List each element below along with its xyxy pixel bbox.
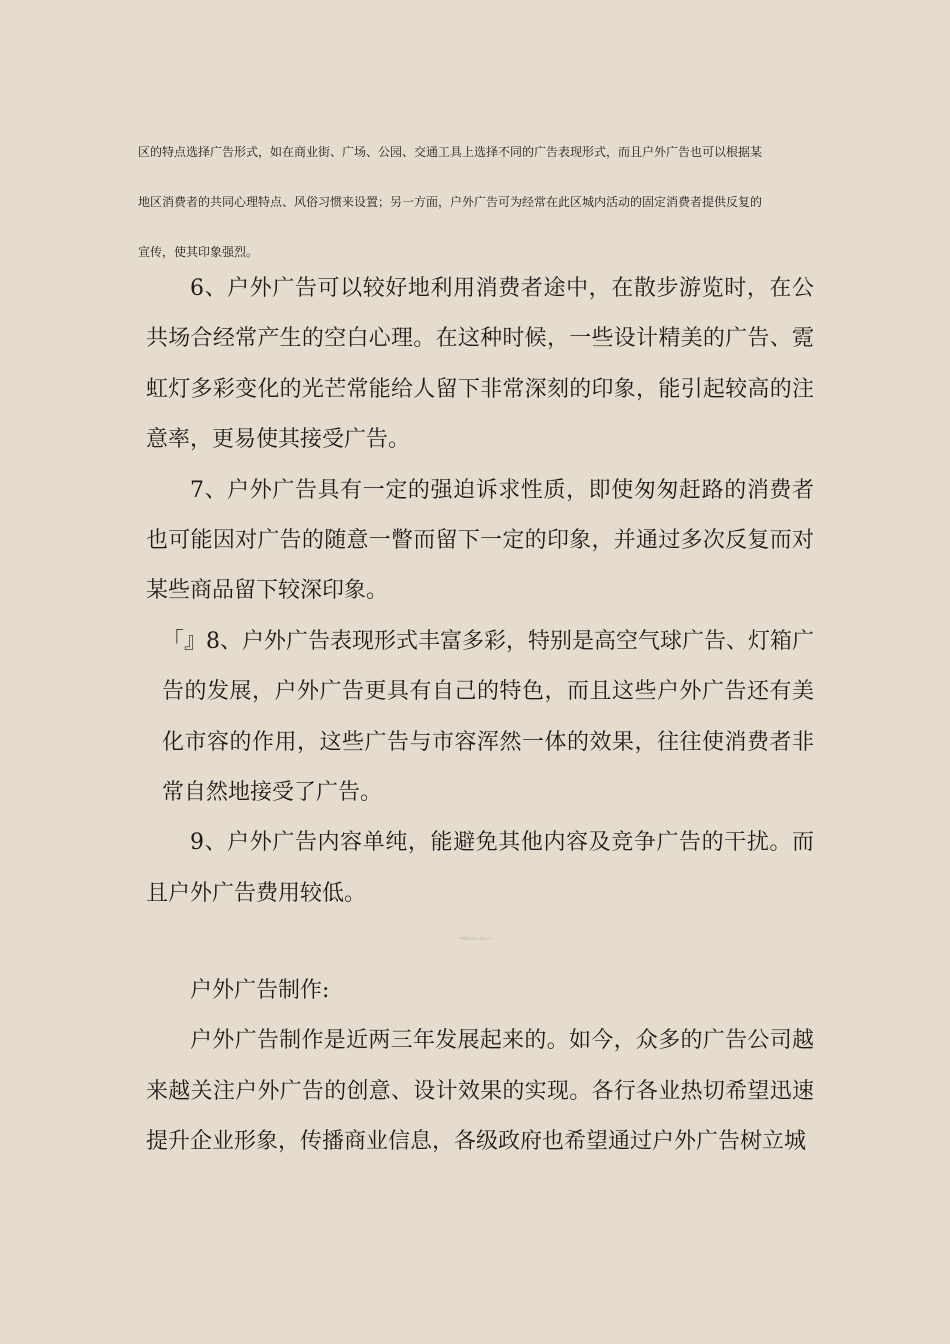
section-heading: 户外广告制作:	[190, 978, 330, 1003]
section-paragraph: 户外广告制作是近两三年发展起来的。如今，众多的广告公司越来越关注户外广告的创意、设计效果的实现。各行各业热切希望迅速提升企业形象，传播商业信息，各级政府也希望通过户外广告树立城	[146, 1028, 814, 1155]
body-text	[146, 264, 814, 919]
text-line: 宣传，使其印象强烈。	[138, 245, 259, 259]
production-section	[146, 966, 814, 1168]
paragraph-point-6: 6、户外广告可以较好地利用消费者途中，在散步游览时，在公共场合经常产生的空白心理。在这种时候，一些设计精美的广告、霓虹灯多彩变化的光芒常能给人留下非常深刻的印象，能引起较高的注意率，更易使其接受广告。	[146, 276, 814, 453]
text-line: 地区消费者的共同心理特点、风俗习惯来设置；另一方面，户外广告可为经常在此区城内活动的固定消费者提供反复的	[138, 195, 763, 209]
text-line: 区的特点选择广告形式，如在商业街、广场、公园、交通工具上选择不同的广告表现形式，而且户外广告也可以根据某	[138, 145, 763, 159]
paragraph-point-8: 「』8、户外广告表现形式丰富多彩，特别是高空气球广告、灯箱广告的发展，户外广告更具有自己的特色，而且这些户外广告还有美化市容的作用，这些广告与市容浑然一体的效果，往往使消费者非常自然地接受了广告。	[162, 628, 814, 806]
continued-paragraph	[138, 127, 814, 277]
page-divider-watermark: •Word•.doc•	[458, 936, 492, 942]
paragraph-point-7: 7、户外广告具有一定的强迫诉求性质，即使匆匆赶路的消费者也可能因对广告的随意一瞥而留下一定的印象，并通过多次反复而对某些商品留下较深印象。	[146, 477, 814, 604]
paragraph-point-9: 9、户外广告内容单纯，能避免其他内容及竞争广告的干扰。而且户外广告费用较低。	[146, 830, 814, 906]
